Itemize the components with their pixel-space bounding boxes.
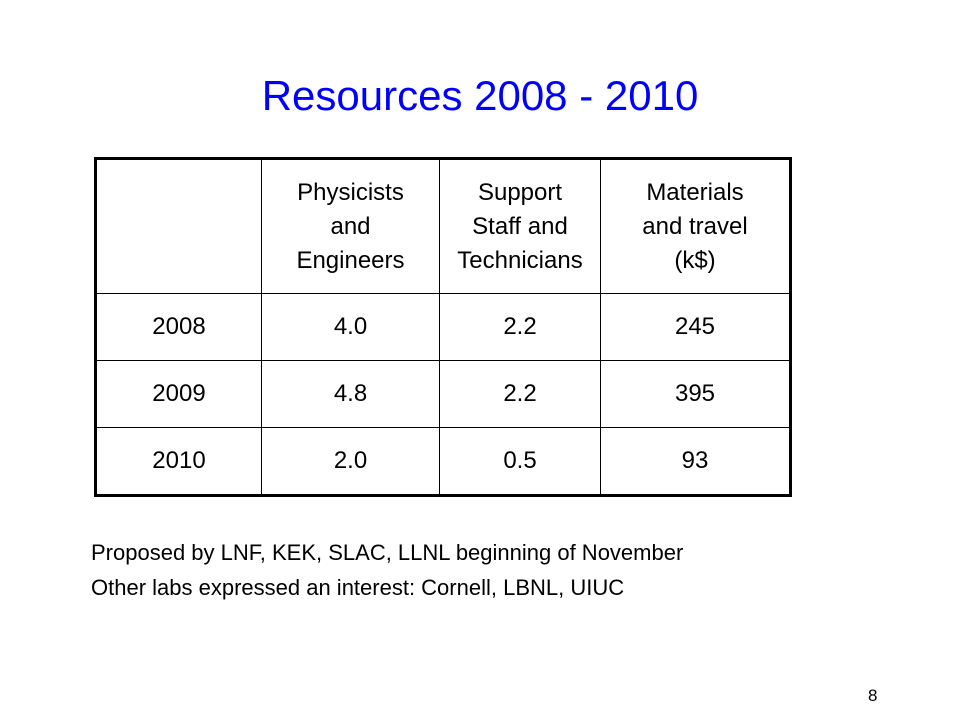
table-row xyxy=(96,294,791,361)
header-line: Physicists xyxy=(297,178,404,206)
notes-block xyxy=(91,535,683,605)
year-cell: 2010 xyxy=(96,428,262,496)
header-line: Staff and xyxy=(472,212,568,240)
support-cell: 0.5 xyxy=(440,428,601,496)
header-line: and travel xyxy=(642,212,748,240)
physicists-cell: 2.0 xyxy=(262,428,440,496)
header-materials xyxy=(601,159,791,294)
header-line: Engineers xyxy=(296,246,405,274)
header-line: Technicians xyxy=(457,246,583,274)
materials-cell: 245 xyxy=(601,294,791,361)
physicists-cell: 4.8 xyxy=(262,361,440,428)
year-cell: 2009 xyxy=(96,361,262,428)
header-empty-cell xyxy=(96,159,262,294)
note-other-labs: Other labs expressed an interest: Cornell, LBNL, UIUC xyxy=(91,575,625,600)
header-line: Materials xyxy=(646,178,744,206)
table-header-row xyxy=(96,159,791,294)
support-cell: 2.2 xyxy=(440,361,601,428)
header-line: and xyxy=(330,212,371,240)
table-row xyxy=(96,361,791,428)
support-cell: 2.2 xyxy=(440,294,601,361)
header-line: (k$) xyxy=(674,246,716,274)
year-cell: 2008 xyxy=(96,294,262,361)
materials-cell: 93 xyxy=(601,428,791,496)
header-support-staff xyxy=(440,159,601,294)
header-physicists xyxy=(262,159,440,294)
note-proposed-by: Proposed by LNF, KEK, SLAC, LLNL beginning of November xyxy=(91,540,684,565)
materials-cell: 395 xyxy=(601,361,791,428)
slide-title: Resources 2008 - 2010 xyxy=(261,72,699,119)
table-row xyxy=(96,428,791,496)
page-number: 8 xyxy=(868,686,878,705)
resources-table xyxy=(94,157,792,497)
header-line: Support xyxy=(477,178,563,206)
physicists-cell: 4.0 xyxy=(262,294,440,361)
